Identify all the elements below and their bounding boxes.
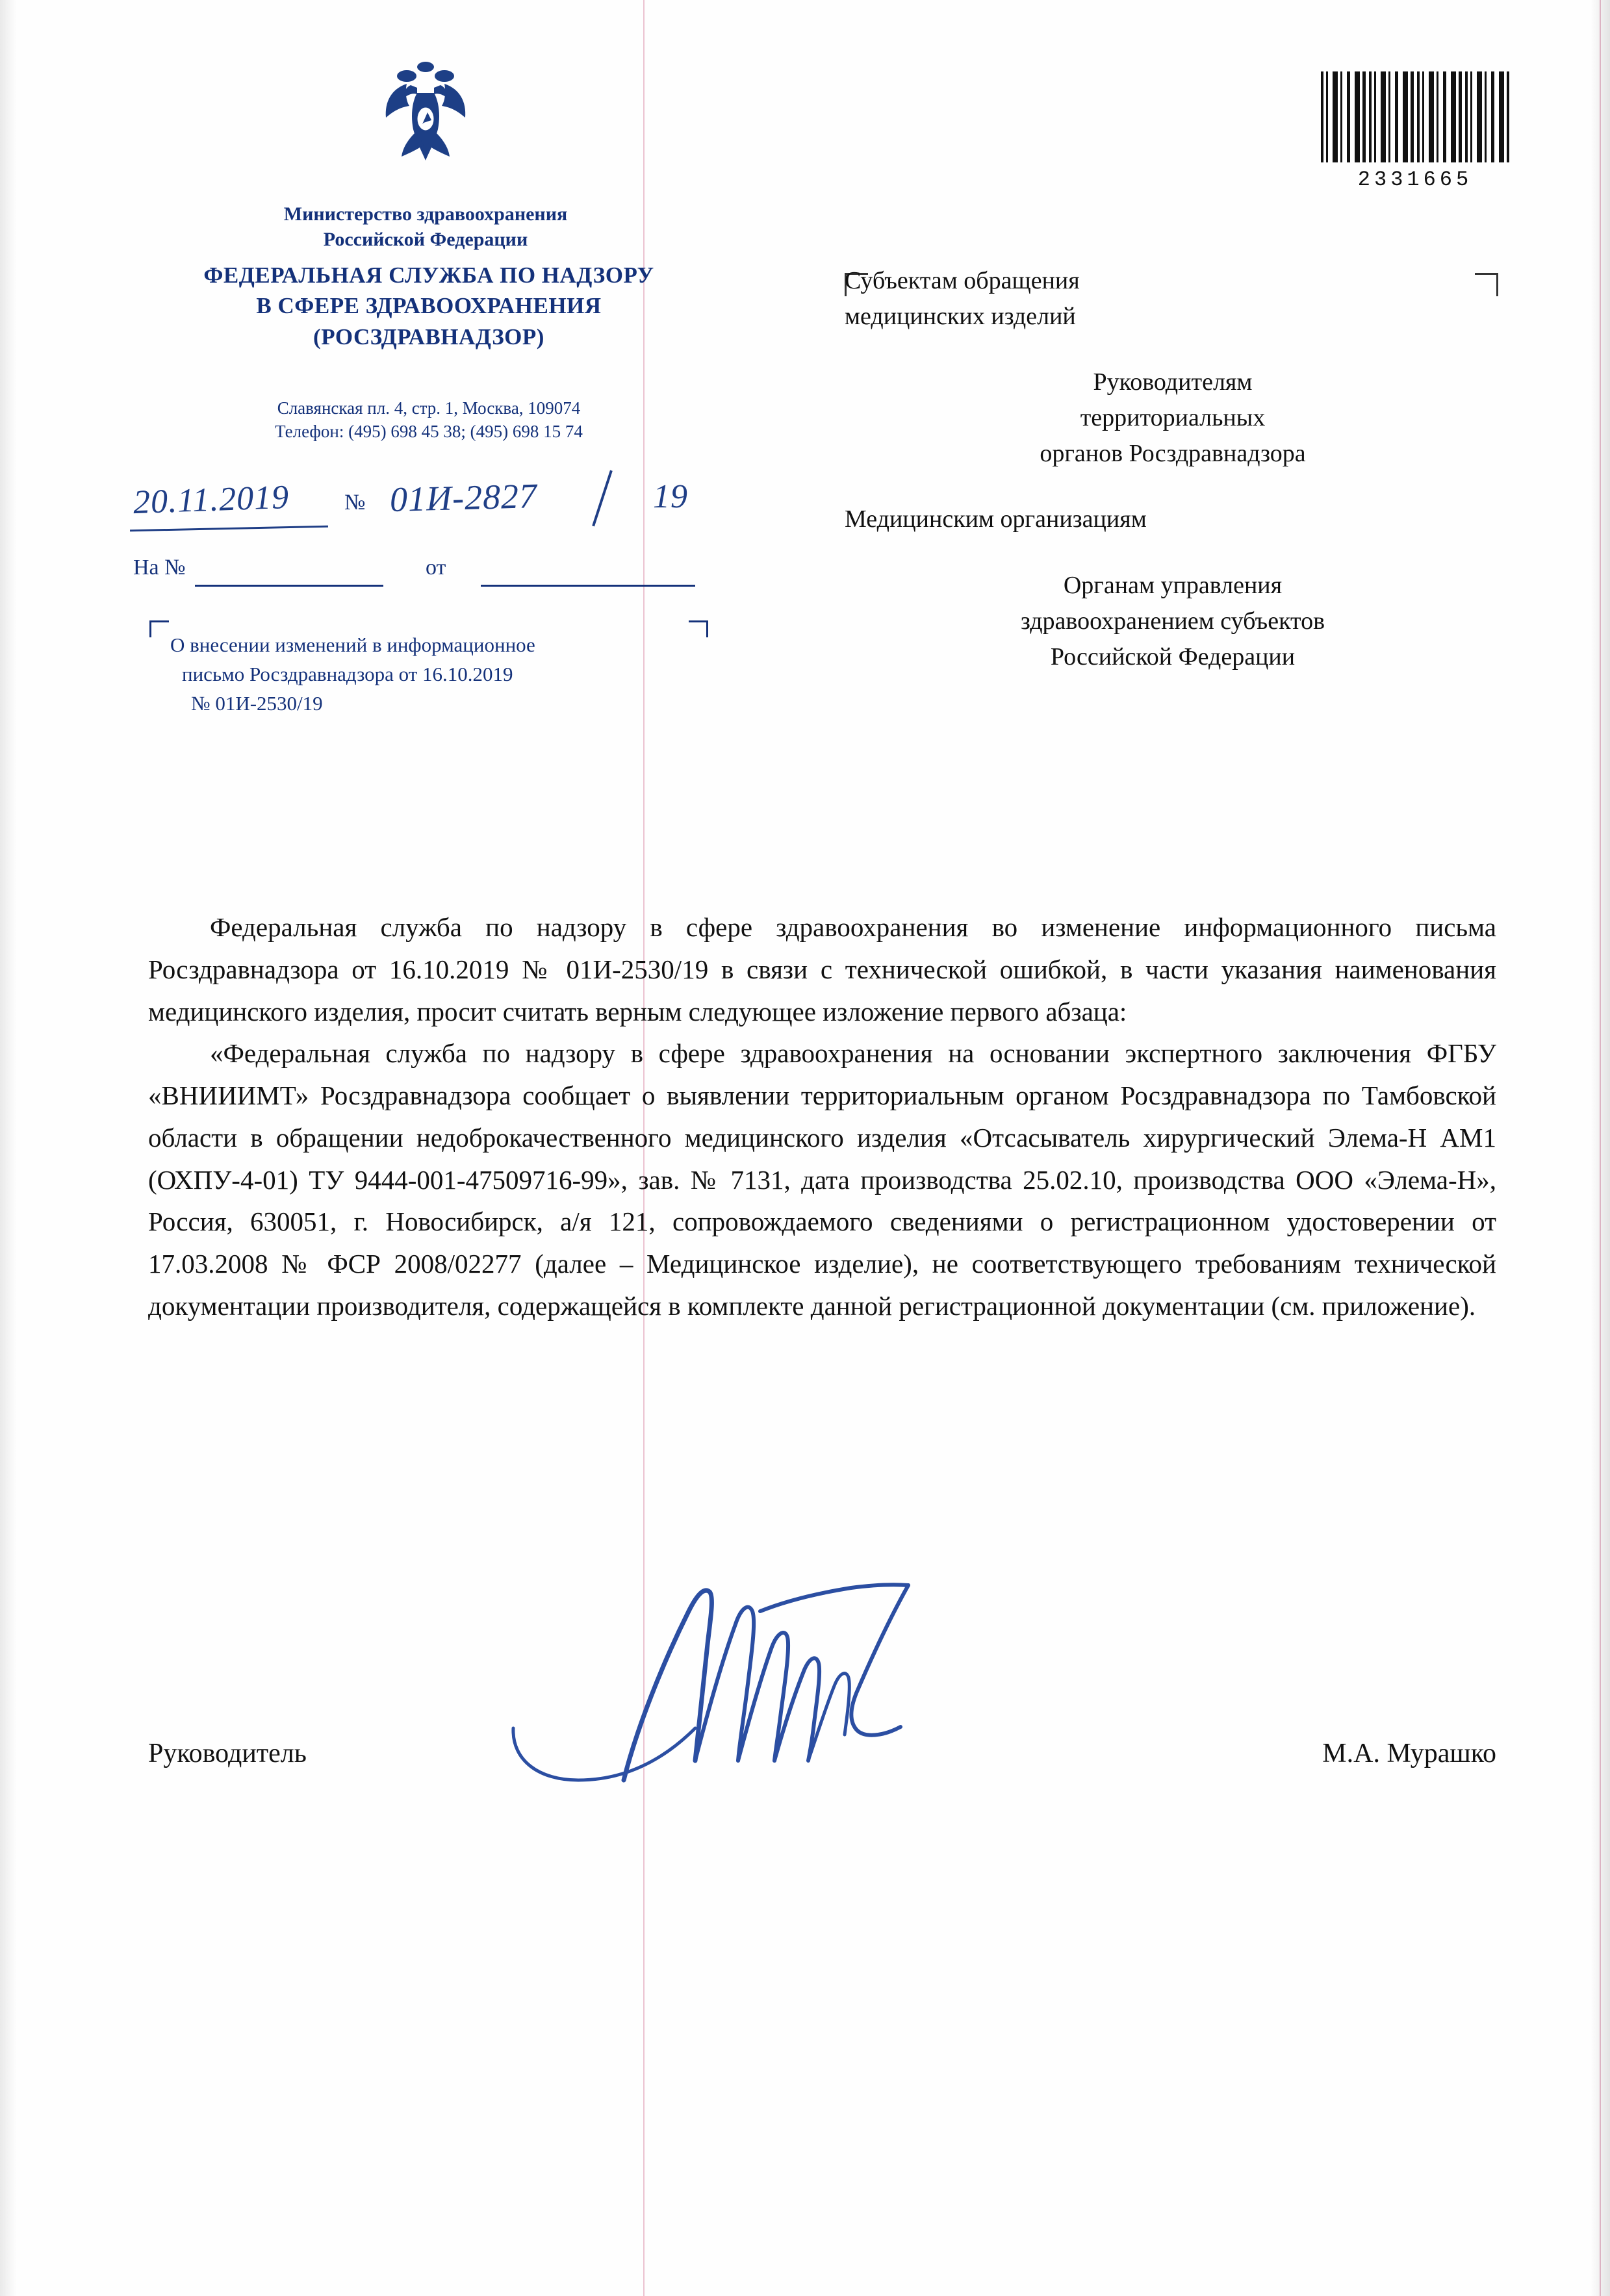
subject-bracket-right: [706, 620, 708, 637]
addressee-1-line-1: Субъектам обращения: [845, 267, 1080, 294]
outgoing-number-handwritten: 01И-2827: [389, 476, 538, 519]
address-line-1: Славянская пл. 4, стр. 1, Москва, 109074: [277, 398, 581, 418]
incoming-number-line: [195, 585, 383, 587]
ministry-title: [162, 201, 689, 252]
barcode-block: [1321, 71, 1509, 192]
signatory-name: М.А. Мурашко: [1322, 1739, 1496, 1768]
subject-bracket-top-right: [689, 620, 708, 622]
number-symbol: №: [344, 491, 366, 515]
addressee-2-line-2: территориальных: [1080, 404, 1266, 432]
outgoing-date-underline: [130, 526, 328, 531]
incoming-date-label: от: [426, 555, 446, 580]
service-line-2: В СФЕРЕ ЗДРАВООХРАНЕНИЯ: [256, 293, 602, 319]
service-line-1: ФЕДЕРАЛЬНАЯ СЛУЖБА ПО НАДЗОРУ: [203, 262, 654, 288]
subject-bracket-left: [149, 620, 151, 637]
body-paragraph-2: «Федеральная служба по надзору в сфере здравоохранения на основании экспертного заключения ФГБУ «ВНИИИМТ» Росздравнадзора сообщает о выявлении территориальным органом Росздравнадзора по Тамбовской области в обращении недоброкачественного медицинского изделия «Отсасыватель хирургический Элема-Н АМ1 (ОХПУ-4-01) ТУ 9444-001-47509716-99», зав. № 7131, дата производства 25.02.10, производства ООО «Элема-Н», Россия, 630051, г. Новосибирск, а/я 121, сопровождаемого сведениями о регистрационном удостоверении от 17.03.2008 № ФСР 2008/02277 (далее – Медицинское изделие), не соответствующего требованиям технической документации производителя, содержащейся в комплекте данной регистрационной документации (см. приложение).: [148, 1038, 1496, 1321]
organization-address: [149, 396, 708, 444]
subject-line-1: О внесении изменений в информационное: [170, 633, 535, 656]
addressee-4-line-3: Российской Федерации: [1050, 643, 1296, 670]
addressee-3-line-1: Медицинским организациям: [845, 505, 1147, 533]
signature-mark: [500, 1566, 994, 1813]
addressee-item-3: [845, 502, 1501, 537]
addressee-block: [845, 263, 1501, 675]
addressee-4-line-2: здравоохранением субъектов: [1020, 607, 1325, 635]
number-slash: [592, 470, 613, 527]
addressee-2-line-3: органов Росздравнадзора: [1040, 440, 1306, 468]
outgoing-date-handwritten: 20.11.2019: [133, 478, 290, 522]
coat-of-arms-icon: [377, 62, 474, 172]
outgoing-year-handwritten: 19: [653, 478, 688, 515]
subject-line-2: письмо Росздравнадзора от 16.10.2019: [182, 662, 513, 685]
ministry-line-1: Министерство здравоохранения: [283, 203, 568, 225]
addressee-item-1: [845, 263, 1501, 335]
signature-title: Руководитель: [148, 1739, 307, 1768]
addressee-4-line-1: Органам управления: [1063, 571, 1283, 599]
addressee-item-4: [845, 568, 1501, 675]
barcode-number: 2331665: [1357, 168, 1473, 192]
incoming-date-line: [481, 585, 695, 587]
barcode-image: [1321, 71, 1509, 162]
address-line-2: Телефон: (495) 698 45 38; (495) 698 15 74: [275, 422, 583, 442]
incoming-number-label: На №: [133, 555, 186, 580]
addressee-2-line-1: Руководителям: [1093, 368, 1253, 396]
subject-block: [149, 620, 708, 715]
ministry-line-2: Российской Федерации: [323, 229, 528, 250]
subject-bracket-top-left: [149, 620, 169, 622]
subject-text: [170, 631, 684, 719]
subject-line-3: № 01И-2530/19: [191, 691, 323, 715]
addressee-1-line-2: медицинских изделий: [845, 303, 1076, 331]
service-title: [127, 260, 731, 352]
scan-edge-left: [0, 0, 17, 2296]
fold-line-right: [1600, 0, 1601, 2296]
service-line-3: (РОСЗДРАВНАДЗОР): [313, 324, 544, 350]
body-paragraph-1: Федеральная служба по надзору в сфере здравоохранения во изменение информационного письма Росздравнадзора от 16.10.2019 № 01И-2530/19 в связи с технической ошибкой, в части указания наименования медицинского изделия, просит считать верным следующее изложение первого абзаца:: [148, 912, 1496, 1027]
addressee-item-2: [845, 364, 1501, 472]
letter-body: [148, 906, 1496, 1327]
